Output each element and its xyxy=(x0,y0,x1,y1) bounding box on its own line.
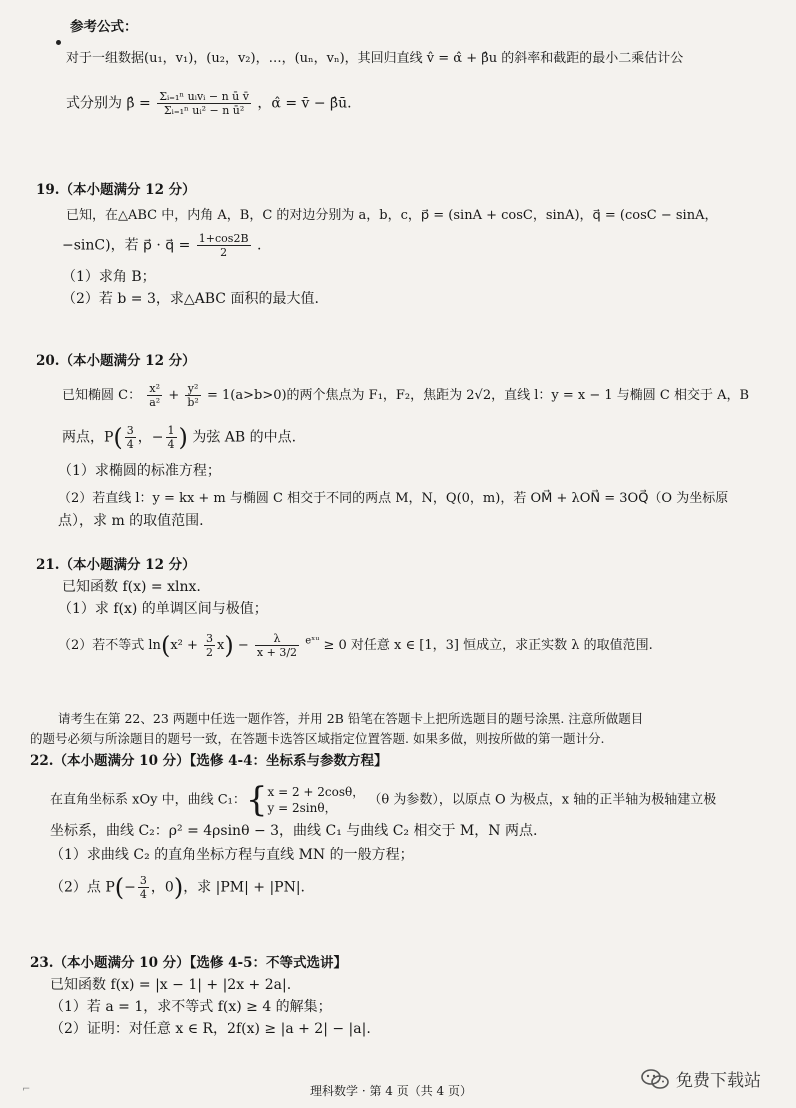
q20-frac-x-den: a² xyxy=(149,396,161,409)
q22-part2-suffix: ，求 |PM| + |PN|. xyxy=(183,879,306,896)
q22-brace: { xyxy=(245,780,268,820)
q20-frac-14 xyxy=(166,424,177,451)
q21-line1: 已知函数 f(x) = xlnx. xyxy=(62,579,201,595)
q22-line1 xyxy=(50,780,717,820)
q20-part1: （1）求椭圆的标准方程； xyxy=(58,463,221,479)
ref-line2-prefix: 式分别为 β̂ = xyxy=(66,95,151,112)
q22-part1: （1）求曲线 C₂ 的直角坐标方程与直线 MN 的一般方程； xyxy=(50,847,414,863)
q20-line1-suffix: = 1(a>b>0)的两个焦点为 F₁，F₂，焦距为 2√2，直线 l：y = x − 1 与椭圆 C 相交于 A，B xyxy=(206,388,750,403)
q19-line2 xyxy=(62,232,261,259)
q19-part2: （2）若 b = 3，求△ABC 面积的最大值. xyxy=(62,291,319,307)
q20-frac-14-den: 4 xyxy=(167,438,175,451)
ref-fraction-den: Σᵢ₌₁ⁿ uᵢ² − n ū² xyxy=(163,104,245,117)
q20-lparen: ( xyxy=(113,423,123,452)
q22-frac-34 xyxy=(138,874,149,901)
q19-fraction-num: 1+cos2B xyxy=(198,232,249,245)
ref-line2-suffix: ，α̂ = v̄ − β̂ū. xyxy=(257,95,352,112)
q22-system xyxy=(268,784,365,816)
notice-line1: 请考生在第 22、23 两题中任选一题作答，并用 2B 铅笔在答题卡上把所选题目的题号涂黑. 注意所做题目 xyxy=(58,711,644,726)
q23-part1: （1）若 a = 1，求不等式 f(x) ≥ 4 的解集； xyxy=(50,999,332,1015)
q20-plus: + xyxy=(168,388,180,403)
q21-frac-32-den: 2 xyxy=(206,646,214,659)
q21-head: 21.（本小题满分 12 分） xyxy=(36,557,196,573)
ref-fraction-num: Σᵢ₌₁ⁿ uᵢvᵢ − n ū v̄ xyxy=(159,90,249,103)
q19-head: 19.（本小题满分 12 分） xyxy=(36,182,196,198)
q20-line2 xyxy=(62,424,296,451)
q21-frac-lambda xyxy=(255,632,299,659)
q19-line2-prefix: −sinC)，若 p⃗ · q⃗ = xyxy=(62,237,191,254)
q19-part1: （1）求角 B； xyxy=(62,269,156,285)
ref-line1: 对于一组数据(u₁，v₁)，(u₂，v₂)，…，(uₙ，vₙ)，其回归直线 v̂ = α̂ + β̂u 的斜率和截距的最小二乘估计公 xyxy=(66,51,684,66)
q21-part2 xyxy=(58,632,653,659)
q20-comma: ，− xyxy=(137,429,164,446)
q22-frac-34-num: 3 xyxy=(139,874,147,887)
q20-line1-prefix: 已知椭圆 C： xyxy=(62,388,142,403)
q21-exp: eˣᵘ xyxy=(305,635,320,647)
q20-rparen: ) xyxy=(178,423,188,452)
q20-frac-y-num: y² xyxy=(185,382,200,396)
q20-frac-y-den: b² xyxy=(187,396,199,409)
q20-head: 20.（本小题满分 12 分） xyxy=(36,353,196,369)
q22-frac-34-den: 4 xyxy=(139,888,147,901)
q22-system-eq1: x = 2 + 2cosθ， xyxy=(267,785,365,799)
q20-frac-34-num: 3 xyxy=(126,424,134,437)
q23-line1: 已知函数 f(x) = |x − 1| + |2x + 2a|. xyxy=(50,977,292,993)
q20-frac-x xyxy=(147,382,162,409)
q20-line2-prefix: 两点，P xyxy=(62,429,114,446)
q22-system-eq2: y = 2sinθ， xyxy=(267,801,337,815)
q22-rparen: ) xyxy=(173,873,184,902)
page-footer: 理科数学 · 第 4 页（共 4 页） xyxy=(310,1084,472,1098)
ref-line2 xyxy=(66,90,352,117)
q21-part2-suffix: ≥ 0 对任意 x ∈ [1，3] 恒成立，求正实数 λ 的取值范围. xyxy=(323,638,653,653)
q20-frac-14-num: 1 xyxy=(167,424,175,437)
q22-head: 22.（本小题满分 10 分）【选修 4-4：坐标系与参数方程】 xyxy=(30,753,388,769)
q22-lparen: ( xyxy=(114,873,125,902)
q22-line1-prefix: 在直角坐标系 xOy 中，曲线 C₁： xyxy=(50,792,246,808)
q19-line2-suffix: . xyxy=(256,237,262,254)
q23-head: 23.（本小题满分 10 分）【选修 4-5：不等式选讲】 xyxy=(30,955,348,971)
q22-line2: 坐标系，曲线 C₂：ρ² = 4ρsinθ − 3，曲线 C₁ 与曲线 C₂ 相交于 M，N 两点. xyxy=(50,823,538,839)
corner-mark: ⌐ xyxy=(22,1084,31,1095)
q21-rparen: ) xyxy=(224,631,234,660)
q20-part2b: 点），求 m 的取值范围. xyxy=(58,513,204,529)
q20-line1 xyxy=(62,382,749,409)
q22-part2-prefix: （2）点 P xyxy=(50,879,115,896)
watermark xyxy=(640,1066,761,1091)
q20-frac-x-num: x² xyxy=(147,382,162,396)
q21-part2-inner: x² + xyxy=(170,638,203,653)
q21-frac-lambda-num: λ xyxy=(255,632,299,646)
q21-part2-prefix: （2）若不等式 ln xyxy=(58,638,161,653)
bullet-dot xyxy=(56,40,61,45)
ref-fraction xyxy=(157,90,251,117)
q21-part2-mid: − xyxy=(237,638,249,653)
q20-part2: （2）若直线 l：y = kx + m 与椭圆 C 相交于不同的两点 M，N，Q(0，m)，若 OM⃗ + λON⃗ = 3OQ⃗（O 为坐标原 xyxy=(58,491,729,506)
q22-part2 xyxy=(50,874,305,901)
q21-frac-lambda-den: x + 3/2 xyxy=(256,646,298,659)
q21-lparen: ( xyxy=(160,631,171,660)
q21-frac-32 xyxy=(204,632,215,659)
q20-frac-34-den: 4 xyxy=(126,438,134,451)
q19-line1: 已知，在△ABC 中，内角 A，B，C 的对边分别为 a，b，c，p⃗ = (sinA + cosC，sinA)，q⃗ = (cosC − sinA， xyxy=(66,208,718,223)
ref-title: 参考公式： xyxy=(70,19,138,35)
q19-fraction-den: 2 xyxy=(220,246,228,259)
q20-line2-suffix: 为弦 AB 的中点. xyxy=(192,429,297,446)
q21-part1: （1）求 f(x) 的单调区间与极值； xyxy=(58,601,268,617)
q23-part2: （2）证明：对任意 x ∈ R，2f(x) ≥ |a + 2| − |a|. xyxy=(50,1021,371,1037)
q22-line1-suffix: （θ 为参数），以原点 O 为极点，x 轴的正半轴为极轴建立极 xyxy=(368,792,717,808)
q21-part2-x: x xyxy=(217,638,225,653)
notice-line2: 的题号必须与所涂题目的题号一致，在答题卡选答区域指定位置答题. 如果多做，则按所做的第一题计分. xyxy=(30,731,605,746)
q21-frac-32-num: 3 xyxy=(206,632,214,645)
q20-frac-34 xyxy=(125,424,136,451)
q22-part2-mid: ，0 xyxy=(150,879,174,896)
q20-frac-y xyxy=(185,382,200,409)
wechat-icon xyxy=(640,1068,670,1090)
watermark-text: 免费下载站 xyxy=(676,1071,761,1091)
q22-neg: − xyxy=(124,879,136,896)
q19-fraction xyxy=(197,232,251,259)
